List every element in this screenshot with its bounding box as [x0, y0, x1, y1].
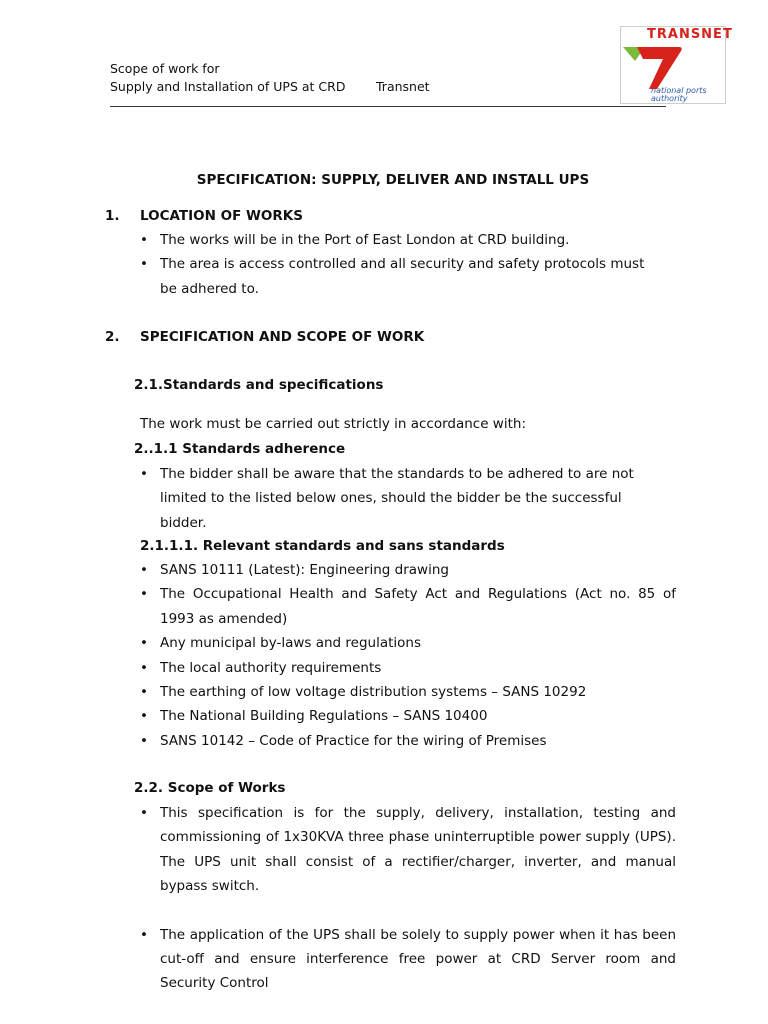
header-company: Transnet: [376, 79, 430, 94]
section-number: 2.: [105, 329, 120, 345]
list-item: • This specification is for the supply, delivery, installation, testing and commissioning of 1x30KVA three phase uninterruptible power supply (UPS). The UPS unit shall consist of a rectifier/charger, inverter, and manual bypass switch.: [140, 801, 676, 899]
page-header: [110, 60, 430, 96]
subsection-2-1-1-1-heading: 2.1.1.1. Relevant standards and sans standards: [140, 538, 505, 554]
subsection-2-2-heading: 2.2. Scope of Works: [134, 780, 286, 796]
list-item: • The earthing of low voltage distribution systems – SANS 10292: [140, 680, 660, 704]
section-title: LOCATION OF WORKS: [140, 208, 303, 224]
section-1-list: [140, 228, 660, 301]
transnet-npa-logo: [620, 26, 733, 104]
list-item: • The area is access controlled and all security and safety protocols must be adhered to.: [140, 252, 650, 301]
list-item: • The local authority requirements: [140, 656, 660, 680]
header-line-2: Supply and Installation of UPS at CRD: [110, 79, 346, 94]
document-title: SPECIFICATION: SUPPLY, DELIVER AND INSTALL UPS: [196, 172, 590, 188]
list-item: • The National Building Regulations – SANS 10400: [140, 704, 660, 728]
standards-adherence-list: [140, 462, 660, 535]
list-item: • SANS 10111 (Latest): Engineering drawing: [140, 558, 660, 582]
logo-subtext: national ports authority: [651, 86, 707, 103]
header-line-1: Scope of work for: [110, 61, 220, 76]
section-number: 1.: [105, 208, 120, 224]
subsection-2-1-1-heading: 2..1.1 Standards adherence: [134, 441, 346, 457]
logo-brand-text: TRANSNET: [647, 27, 733, 42]
list-item: • The works will be in the Port of East London at CRD building.: [140, 228, 660, 252]
list-item: • SANS 10142 – Code of Practice for the wiring of Premises: [140, 729, 660, 753]
list-item: • The Occupational Health and Safety Act and Regulations (Act no. 85 of 1993 as amended): [140, 582, 676, 631]
relevant-standards-list: [140, 558, 676, 753]
list-item: • Any municipal by-laws and regulations: [140, 631, 660, 655]
section-title: SPECIFICATION AND SCOPE OF WORK: [140, 329, 425, 345]
transnet-mark-icon: [623, 45, 683, 91]
scope-of-works-list: [140, 801, 676, 996]
list-item: • The application of the UPS shall be solely to supply power when it has been cut-off and ensure interference free power at CRD Server room and Security Control: [140, 923, 676, 996]
subsection-2-1-heading: 2.1.Standards and specifications: [134, 377, 384, 393]
list-item: • The bidder shall be aware that the standards to be adhered to are not limited to the listed below ones, should the bidder be the successful bidder.: [140, 462, 660, 535]
standards-intro: The work must be carried out strictly in accordance with:: [140, 416, 526, 432]
header-divider: [110, 106, 666, 107]
